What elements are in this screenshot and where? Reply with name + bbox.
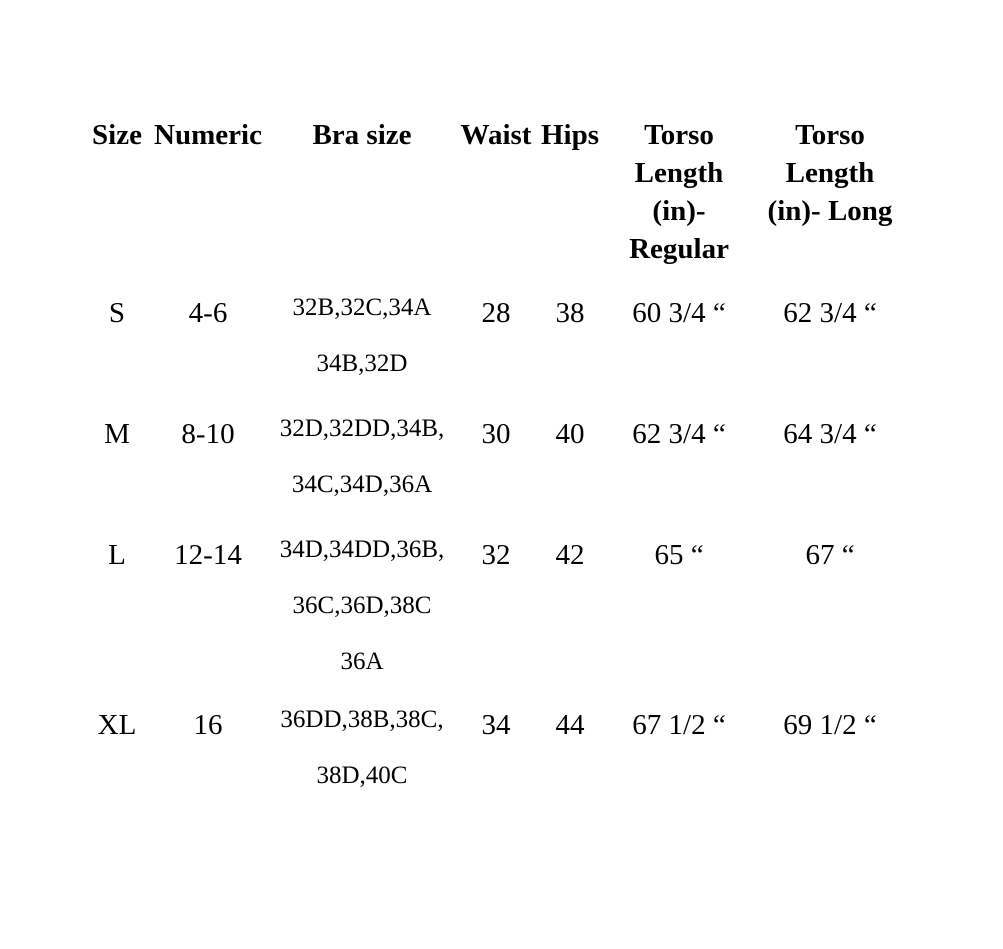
cell-torso-regular: 60 3/4 “ <box>632 297 726 329</box>
cell-torso-regular: 62 3/4 “ <box>632 418 726 450</box>
header-numeric: Numeric <box>154 119 262 151</box>
header-torso-regular-line-2: Length <box>634 157 724 189</box>
cell-waist: 30 <box>481 418 511 450</box>
cell-size: M <box>104 418 130 450</box>
cell-waist: 32 <box>481 539 511 571</box>
header-torso-long-line-2: Length <box>785 157 875 189</box>
bra-line: 36C,36D,38C <box>292 592 432 619</box>
cell-numeric: 16 <box>193 709 223 741</box>
header-torso-long-line-1: Torso <box>795 119 865 151</box>
header-waist: Waist <box>460 119 532 151</box>
cell-numeric: 4-6 <box>188 297 228 329</box>
cell-bra-size <box>272 280 452 392</box>
header-torso-regular-line-1: Torso <box>644 119 714 151</box>
cell-numeric: 8-10 <box>181 418 235 450</box>
bra-line: 36A <box>340 648 384 675</box>
cell-torso-regular: 65 “ <box>654 539 704 571</box>
cell-size: S <box>108 297 126 329</box>
cell-hips: 38 <box>555 297 585 329</box>
cell-torso-long: 69 1/2 “ <box>783 709 877 741</box>
bra-line: 34B,32D <box>316 350 408 377</box>
bra-line: 38D,40C <box>316 762 408 789</box>
cell-bra-size <box>272 692 452 804</box>
bra-line: 32B,32C,34A <box>292 294 432 321</box>
cell-hips: 42 <box>555 539 585 571</box>
cell-torso-regular: 67 1/2 “ <box>632 709 726 741</box>
header-bra-size: Bra size <box>312 119 412 151</box>
header-torso-regular-line-3: (in)- <box>652 195 706 227</box>
header-torso-length-regular <box>610 116 748 268</box>
bra-line: 34D,34DD,36B, <box>279 536 445 563</box>
header-torso-length-long <box>752 116 908 230</box>
cell-size: XL <box>97 709 137 741</box>
cell-bra-size <box>272 522 452 690</box>
cell-hips: 44 <box>555 709 585 741</box>
bra-line: 32D,32DD,34B, <box>279 415 445 442</box>
header-size: Size <box>92 119 142 151</box>
bra-line: 34C,34D,36A <box>291 471 433 498</box>
cell-size: L <box>108 539 126 571</box>
header-torso-regular-line-4: Regular <box>629 233 729 265</box>
cell-torso-long: 64 3/4 “ <box>783 418 877 450</box>
cell-hips: 40 <box>555 418 585 450</box>
header-hips: Hips <box>540 119 600 151</box>
cell-bra-size <box>272 401 452 513</box>
cell-numeric: 12-14 <box>174 539 242 571</box>
bra-line: 36DD,38B,38C, <box>280 706 444 733</box>
cell-torso-long: 67 “ <box>805 539 855 571</box>
header-torso-long-line-3: (in)- Long <box>767 195 893 227</box>
cell-waist: 28 <box>481 297 511 329</box>
cell-waist: 34 <box>481 709 511 741</box>
cell-torso-long: 62 3/4 “ <box>783 297 877 329</box>
